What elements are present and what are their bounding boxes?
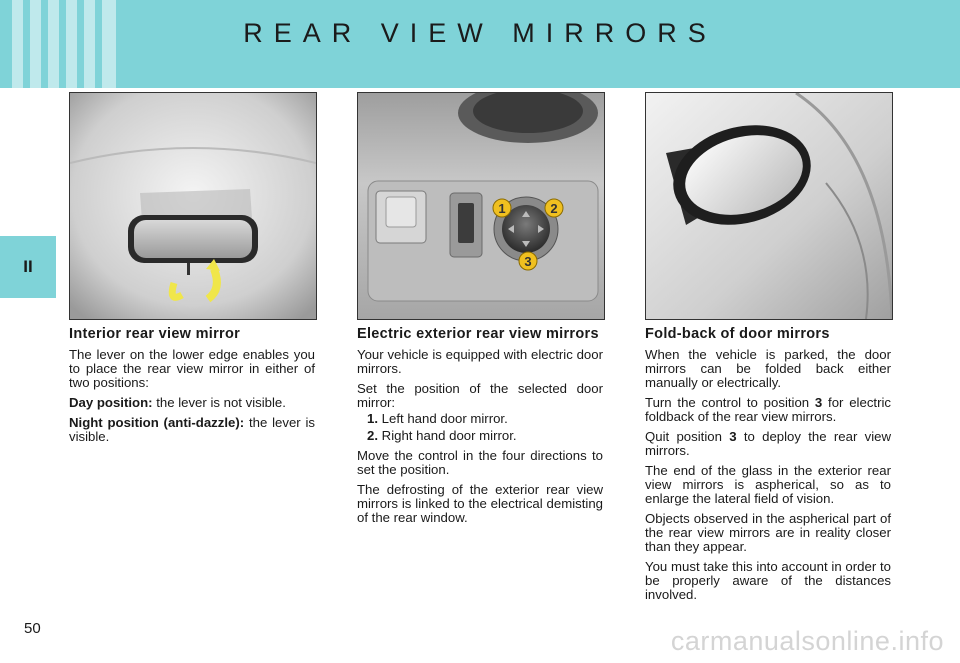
objects-closer-text: Objects observed in the aspherical part of the rear view mirrors are in reality closer than they appear.	[645, 511, 891, 554]
page-header	[0, 0, 960, 88]
page-title: REAR VIEW MIRRORS	[243, 18, 717, 48]
interior-mirror-intro: The lever on the lower edge enables you to place the rear view mirror in either of two positions:	[69, 347, 315, 390]
list-item-right-mirror: 2. Right hand door mirror.	[367, 428, 517, 443]
section-sidebar	[0, 88, 56, 660]
callout-3: 3	[524, 254, 532, 269]
set-position-text: Set the position of the selected door mirror:	[357, 381, 603, 410]
day-position-paragraph: Day position: the lever is not visible.	[69, 395, 286, 410]
interior-mirror-heading: Interior rear view mirror	[69, 326, 241, 342]
callout-1: 1	[498, 201, 506, 216]
fold-back-intro: When the vehicle is parked, the door mirrors can be folded back either manually or electrically.	[645, 347, 891, 390]
door-mirror-figure	[645, 92, 893, 320]
list-item-left-mirror: 1. Left hand door mirror.	[367, 411, 508, 426]
page-number: 50	[24, 620, 41, 637]
electric-mirrors-heading: Electric exterior rear view mirrors	[357, 326, 599, 342]
section-tab: II	[0, 236, 56, 298]
aspherical-text: The end of the glass in the exterior rear view mirrors is aspherical, so as to enlarge the lateral field of vision.	[645, 463, 891, 506]
fold-back-quit: Quit position 3 to deploy the rear view mirrors.	[645, 429, 891, 458]
fold-back-heading: Fold-back of door mirrors	[645, 326, 830, 342]
electric-intro: Your vehicle is equipped with electric door mirrors.	[357, 347, 603, 376]
watermark: carmanualsonline.info	[670, 626, 944, 656]
column-fold-back	[645, 326, 891, 608]
mirror-control-figure	[357, 92, 605, 320]
callout-2: 2	[550, 201, 558, 216]
interior-mirror-figure	[69, 92, 317, 320]
defrost-text: The defrosting of the exterior rear view mirrors is linked to the electrical demisting of the rear window.	[357, 482, 603, 525]
move-control-text: Move the control in the four directions to set the position.	[357, 448, 603, 477]
night-position-paragraph: Night position (anti-dazzle): the lever is visible.	[69, 415, 315, 444]
column-interior-mirror	[69, 326, 315, 450]
fold-back-turn: Turn the control to position 3 for electric foldback of the rear view mirrors.	[645, 395, 891, 424]
distance-warning-text: You must take this into account in order to be properly aware of the distances involved.	[645, 559, 891, 602]
column-electric-mirrors	[357, 326, 603, 531]
